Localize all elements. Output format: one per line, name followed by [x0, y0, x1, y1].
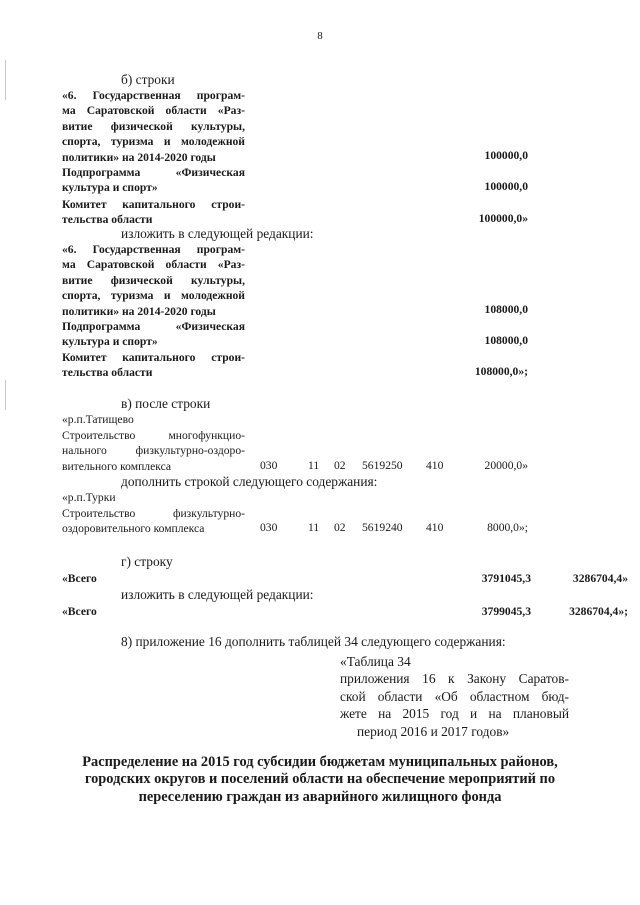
item1-value: 20000,0»	[484, 459, 528, 472]
text-line: ской области «Об областном бюд-	[340, 688, 569, 704]
code-expense: 410	[426, 521, 444, 534]
text-line: политики» на 2014-2020 годы	[62, 304, 216, 318]
new-program-value: 108000,0	[484, 303, 528, 316]
text-line: нального физкультурно-оздоро-	[62, 444, 245, 458]
text-line: спорта, туризма и молодежной	[62, 135, 245, 149]
text-line: культура и спорт»	[62, 335, 158, 349]
text-line: тельства области	[62, 213, 153, 227]
total-label-old: «Всего	[62, 572, 97, 585]
item1-block	[62, 428, 245, 474]
code-section: 11	[308, 459, 320, 472]
code-target: 5619240	[362, 521, 403, 534]
scan-margin-mark	[5, 60, 6, 100]
item8-text: 8) приложение 16 дополнить таблицей 34 следующего содержания:	[121, 634, 506, 649]
text-line: Строительство физкультурно-	[62, 507, 245, 520]
new-total-2: 3286704,4»;	[569, 605, 628, 618]
old-total-2: 3286704,4»	[572, 572, 628, 585]
page-number: 8	[317, 30, 323, 42]
code-ministry: 030	[260, 521, 278, 534]
text-line: Подпрограмма «Физическая	[62, 320, 245, 333]
text-line: «6. Государственная програм-	[62, 89, 245, 102]
old-committee-value: 100000,0»	[478, 212, 528, 225]
text-line: Строительство многофункцио-	[62, 429, 245, 442]
text-line: оздоровительного комплекса	[62, 522, 205, 536]
code-ministry: 030	[260, 459, 278, 472]
text-line: период 2016 и 2017 годов»	[357, 723, 510, 739]
text-line: культура и спорт»	[62, 181, 158, 195]
text-line: жете на 2015 год и на плановый	[340, 706, 569, 722]
section-b-instruction: изложить в следующей редакции:	[121, 226, 314, 241]
place-turki: «р.п.Турки	[62, 491, 116, 504]
old-subprogram-value: 100000,0	[484, 180, 528, 193]
item2-block	[62, 506, 245, 537]
section-g-instruction: изложить в следующей редакции:	[121, 587, 314, 602]
table-caption	[340, 653, 569, 740]
new-subprogram-value: 108000,0	[484, 334, 528, 347]
section-g-heading: г) строку	[121, 554, 173, 569]
text-line: витие физической культуры,	[62, 119, 245, 133]
old-subprogram-block	[62, 165, 245, 196]
text-line: тельства области	[62, 366, 153, 380]
text-line: «6. Государственная програм-	[62, 243, 245, 256]
code-subsection: 02	[334, 521, 346, 534]
text-line: «Таблица 34	[340, 654, 411, 669]
code-section: 11	[308, 521, 320, 534]
code-subsection: 02	[334, 459, 346, 472]
text-line: Подпрограмма «Физическая	[62, 166, 245, 179]
new-committee-value: 108000,0»;	[474, 365, 528, 378]
code-target: 5619250	[362, 459, 403, 472]
place-tatishchevo: «р.п.Татищево	[62, 413, 134, 426]
old-program-block	[62, 88, 245, 165]
item2-value: 8000,0»;	[487, 521, 528, 534]
old-program-value: 100000,0	[484, 149, 528, 162]
text-line: ма Саратовской области «Раз-	[62, 258, 245, 272]
text-line: вительного комплекса	[62, 459, 171, 473]
text-line: приложения 16 к Закону Саратов-	[340, 671, 569, 687]
section-b-heading: б) строки	[121, 72, 175, 87]
text-line: ма Саратовской области «Раз-	[62, 104, 245, 118]
old-committee-block	[62, 197, 245, 228]
code-expense: 410	[426, 459, 444, 472]
old-total-1: 3791045,3	[481, 572, 531, 585]
text-line: спорта, туризма и молодежной	[62, 289, 245, 303]
text-line: Комитет капитального строи-	[62, 198, 245, 211]
text-line: политики» на 2014-2020 годы	[62, 150, 216, 164]
document-title: Распределение на 2015 год субсидии бюджетам муниципальных районов, городских округов и поселений области на обеспечение мероприятий по переселению граждан из аварийного жилищного фонда	[82, 754, 558, 805]
text-line: витие физической культуры,	[62, 273, 245, 287]
scan-margin-mark	[5, 380, 6, 410]
new-subprogram-block	[62, 319, 245, 350]
section-v-heading: в) после строки	[121, 396, 211, 411]
text-line: Комитет капитального строи-	[62, 351, 245, 364]
new-committee-block	[62, 350, 245, 381]
section-v-instruction: дополнить строкой следующего содержания:	[121, 474, 378, 489]
new-total-1: 3799045,3	[481, 605, 531, 618]
total-label-new: «Всего	[62, 605, 97, 618]
new-program-block	[62, 242, 245, 319]
